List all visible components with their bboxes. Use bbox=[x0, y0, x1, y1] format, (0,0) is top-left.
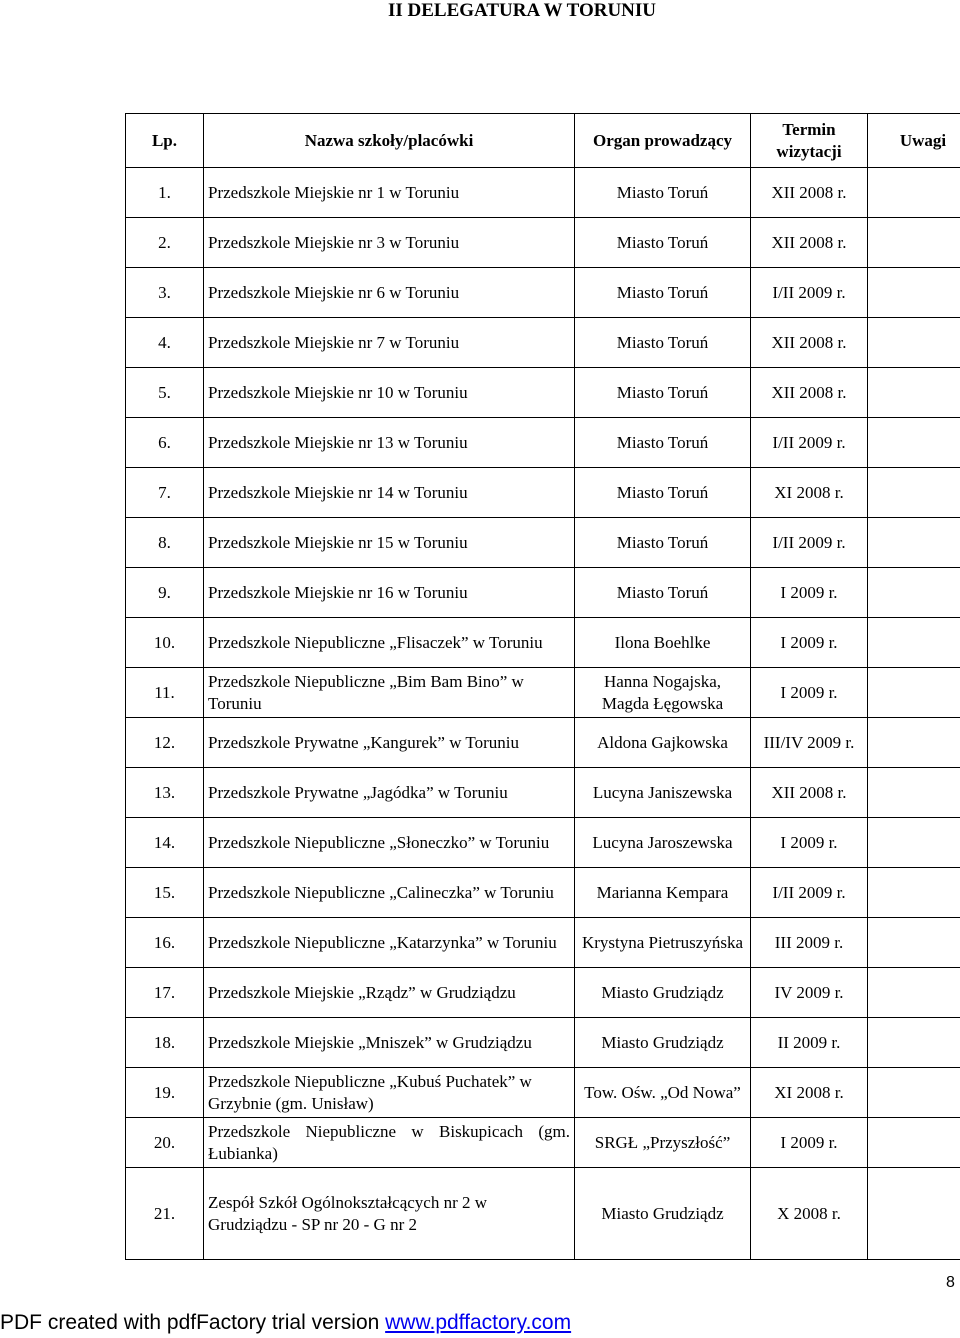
table-row bbox=[126, 918, 960, 968]
cell-lp: 12. bbox=[126, 718, 204, 768]
table-header-row bbox=[126, 114, 960, 168]
cell-uwagi bbox=[868, 918, 960, 968]
cell-termin: I 2009 r. bbox=[751, 568, 868, 618]
cell-organ: SRGŁ „Przyszłość” bbox=[575, 1118, 751, 1168]
header-lp: Lp. bbox=[126, 114, 204, 168]
cell-lp: 3. bbox=[126, 268, 204, 318]
cell-organ: Lucyna Jaroszewska bbox=[575, 818, 751, 868]
cell-name-text: Zespół Szkół Ogólnokształcących nr 2 w Grudziądzu - SP nr 20 - G nr 2 bbox=[208, 1192, 488, 1234]
cell-termin: XI 2008 r. bbox=[751, 1068, 868, 1118]
cell-lp: 20. bbox=[126, 1118, 204, 1168]
cell-uwagi bbox=[868, 368, 960, 418]
cell-organ: Miasto Toruń bbox=[575, 318, 751, 368]
cell-name: Przedszkole Niepubliczne „Calineczka” w Toruniu bbox=[204, 868, 575, 918]
table-row bbox=[126, 518, 960, 568]
cell-organ: Miasto Toruń bbox=[575, 518, 751, 568]
cell-uwagi bbox=[868, 968, 960, 1018]
table-row bbox=[126, 168, 960, 218]
cell-organ: Miasto Toruń bbox=[575, 368, 751, 418]
cell-name: Przedszkole Niepubliczne „Flisaczek” w Toruniu bbox=[204, 618, 575, 668]
cell-termin: I 2009 r. bbox=[751, 618, 868, 668]
cell-termin: II 2009 r. bbox=[751, 1018, 868, 1068]
cell-termin: XII 2008 r. bbox=[751, 768, 868, 818]
cell-lp: 17. bbox=[126, 968, 204, 1018]
cell-organ: Miasto Grudziądz bbox=[575, 1168, 751, 1260]
cell-termin: III 2009 r. bbox=[751, 918, 868, 968]
cell-name: Przedszkole Miejskie nr 13 w Toruniu bbox=[204, 418, 575, 468]
cell-organ: Miasto Toruń bbox=[575, 168, 751, 218]
cell-termin: I/II 2009 r. bbox=[751, 518, 868, 568]
pdf-footer bbox=[0, 1311, 571, 1335]
table-row bbox=[126, 618, 960, 668]
cell-name bbox=[204, 1168, 575, 1260]
cell-organ: Miasto Toruń bbox=[575, 268, 751, 318]
cell-name: Przedszkole Prywatne „Kangurek” w Toruniu bbox=[204, 718, 575, 768]
header-uwagi: Uwagi bbox=[868, 114, 960, 168]
cell-lp: 1. bbox=[126, 168, 204, 218]
cell-name: Przedszkole Miejskie „Mniszek” w Grudziądzu bbox=[204, 1018, 575, 1068]
table-row bbox=[126, 318, 960, 368]
table-row bbox=[126, 668, 960, 718]
cell-uwagi bbox=[868, 668, 960, 718]
cell-name: Przedszkole Miejskie nr 15 w Toruniu bbox=[204, 518, 575, 568]
cell-uwagi bbox=[868, 218, 960, 268]
cell-lp: 19. bbox=[126, 1068, 204, 1118]
cell-lp: 8. bbox=[126, 518, 204, 568]
cell-name: Przedszkole Niepubliczne „Katarzynka” w Toruniu bbox=[204, 918, 575, 968]
cell-termin: XII 2008 r. bbox=[751, 368, 868, 418]
cell-uwagi bbox=[868, 568, 960, 618]
cell-name: Przedszkole Miejskie nr 1 w Toruniu bbox=[204, 168, 575, 218]
cell-organ: Miasto Grudziądz bbox=[575, 968, 751, 1018]
cell-organ: Miasto Grudziądz bbox=[575, 1018, 751, 1068]
cell-lp: 9. bbox=[126, 568, 204, 618]
table-row bbox=[126, 568, 960, 618]
cell-organ: Ilona Boehlke bbox=[575, 618, 751, 668]
cell-name: Przedszkole Miejskie nr 14 w Toruniu bbox=[204, 468, 575, 518]
cell-lp: 21. bbox=[126, 1168, 204, 1260]
header-name: Nazwa szkoły/placówki bbox=[204, 114, 575, 168]
cell-uwagi bbox=[868, 418, 960, 468]
cell-name: Przedszkole Niepubliczne w Biskupicach (gm. Łubianka) bbox=[204, 1118, 575, 1168]
cell-lp: 13. bbox=[126, 768, 204, 818]
cell-name: Przedszkole Niepubliczne „Bim Bam Bino” w Toruniu bbox=[204, 668, 575, 718]
table-row bbox=[126, 1168, 960, 1260]
cell-uwagi bbox=[868, 168, 960, 218]
cell-lp: 18. bbox=[126, 1018, 204, 1068]
cell-termin: I 2009 r. bbox=[751, 818, 868, 868]
cell-uwagi bbox=[868, 518, 960, 568]
cell-uwagi bbox=[868, 268, 960, 318]
table-row bbox=[126, 868, 960, 918]
cell-organ: Tow. Ośw. „Od Nowa” bbox=[575, 1068, 751, 1118]
table-row bbox=[126, 418, 960, 468]
cell-termin: I/II 2009 r. bbox=[751, 268, 868, 318]
cell-name: Przedszkole Miejskie nr 6 w Toruniu bbox=[204, 268, 575, 318]
cell-uwagi bbox=[868, 468, 960, 518]
cell-lp: 2. bbox=[126, 218, 204, 268]
cell-organ: Miasto Toruń bbox=[575, 418, 751, 468]
cell-name: Przedszkole Niepubliczne „Kubuś Puchatek” w Grzybnie (gm. Unisław) bbox=[204, 1068, 575, 1118]
cell-lp: 11. bbox=[126, 668, 204, 718]
cell-lp: 15. bbox=[126, 868, 204, 918]
cell-uwagi bbox=[868, 618, 960, 668]
cell-uwagi bbox=[868, 868, 960, 918]
cell-lp: 4. bbox=[126, 318, 204, 368]
cell-lp: 6. bbox=[126, 418, 204, 468]
cell-organ: Miasto Toruń bbox=[575, 568, 751, 618]
cell-termin: III/IV 2009 r. bbox=[751, 718, 868, 768]
inspection-schedule-table bbox=[125, 113, 960, 1260]
cell-termin: I 2009 r. bbox=[751, 1118, 868, 1168]
page-title: II DELEGATURA W TORUNIU bbox=[388, 0, 657, 21]
cell-organ: Hanna Nogajska, Magda Łęgowska bbox=[575, 668, 751, 718]
cell-termin: XII 2008 r. bbox=[751, 318, 868, 368]
cell-termin: XII 2008 r. bbox=[751, 168, 868, 218]
cell-organ: Miasto Toruń bbox=[575, 218, 751, 268]
cell-uwagi bbox=[868, 1068, 960, 1118]
table-row bbox=[126, 368, 960, 418]
cell-lp: 14. bbox=[126, 818, 204, 868]
cell-termin: I 2009 r. bbox=[751, 668, 868, 718]
table-row bbox=[126, 818, 960, 868]
cell-uwagi bbox=[868, 1168, 960, 1260]
cell-lp: 16. bbox=[126, 918, 204, 968]
cell-uwagi bbox=[868, 1118, 960, 1168]
cell-uwagi bbox=[868, 1018, 960, 1068]
page-number: 8 bbox=[946, 1274, 955, 1291]
cell-termin: XII 2008 r. bbox=[751, 218, 868, 268]
cell-termin: I/II 2009 r. bbox=[751, 418, 868, 468]
cell-lp: 7. bbox=[126, 468, 204, 518]
cell-name: Przedszkole Miejskie nr 10 w Toruniu bbox=[204, 368, 575, 418]
cell-name: Przedszkole Miejskie nr 7 w Toruniu bbox=[204, 318, 575, 368]
footer-text: PDF created with pdfFactory trial version bbox=[0, 1311, 386, 1334]
cell-uwagi bbox=[868, 768, 960, 818]
cell-uwagi bbox=[868, 818, 960, 868]
header-organ: Organ prowadzący bbox=[575, 114, 751, 168]
cell-name: Przedszkole Prywatne „Jagódka” w Toruniu bbox=[204, 768, 575, 818]
cell-name: Przedszkole Miejskie nr 16 w Toruniu bbox=[204, 568, 575, 618]
cell-organ: Marianna Kempara bbox=[575, 868, 751, 918]
cell-termin: X 2008 r. bbox=[751, 1168, 868, 1260]
cell-name: Przedszkole Miejskie „Rządz” w Grudziądzu bbox=[204, 968, 575, 1018]
cell-name: Przedszkole Miejskie nr 3 w Toruniu bbox=[204, 218, 575, 268]
footer-link[interactable]: www.pdffactory.com bbox=[385, 1311, 572, 1334]
cell-termin: I/II 2009 r. bbox=[751, 868, 868, 918]
table-row bbox=[126, 218, 960, 268]
table-row bbox=[126, 1118, 960, 1168]
cell-lp: 5. bbox=[126, 368, 204, 418]
cell-termin: IV 2009 r. bbox=[751, 968, 868, 1018]
table-row bbox=[126, 1018, 960, 1068]
cell-termin: XI 2008 r. bbox=[751, 468, 868, 518]
table-row bbox=[126, 268, 960, 318]
table-row bbox=[126, 468, 960, 518]
cell-uwagi bbox=[868, 318, 960, 368]
cell-organ: Krystyna Pietruszyńska bbox=[575, 918, 751, 968]
cell-organ: Miasto Toruń bbox=[575, 468, 751, 518]
cell-organ: Lucyna Janiszewska bbox=[575, 768, 751, 818]
cell-name: Przedszkole Niepubliczne „Słoneczko” w Toruniu bbox=[204, 818, 575, 868]
cell-uwagi bbox=[868, 718, 960, 768]
cell-lp: 10. bbox=[126, 618, 204, 668]
header-termin: Termin wizytacji bbox=[751, 114, 868, 168]
cell-organ: Aldona Gajkowska bbox=[575, 718, 751, 768]
table-row bbox=[126, 718, 960, 768]
table-row bbox=[126, 968, 960, 1018]
table-row bbox=[126, 768, 960, 818]
table-row bbox=[126, 1068, 960, 1118]
